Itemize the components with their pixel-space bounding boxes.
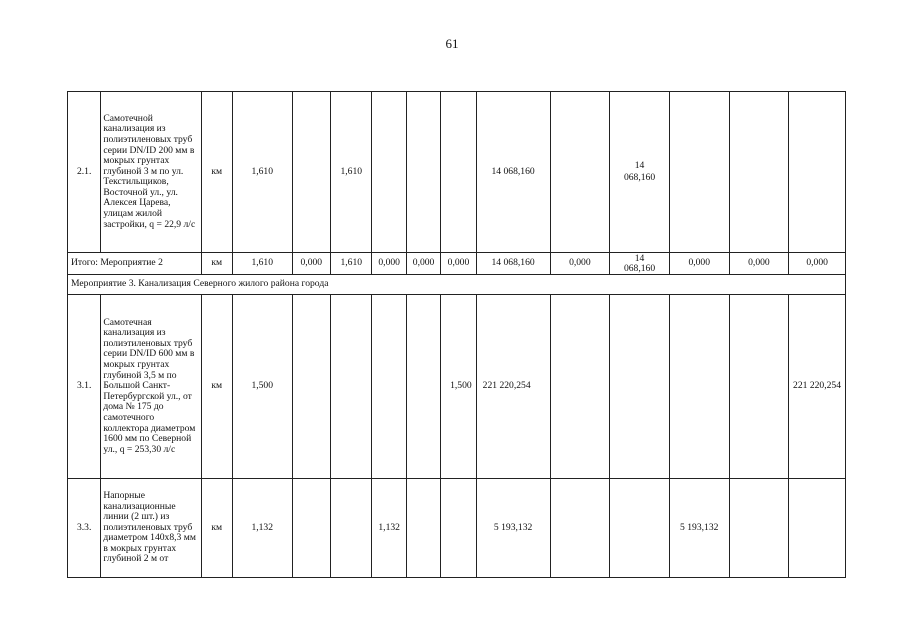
row-number: 3.1. bbox=[68, 295, 101, 479]
cell-empty bbox=[292, 295, 330, 479]
table-row-2-1 bbox=[68, 92, 846, 253]
table-row-3-3 bbox=[68, 479, 846, 578]
cell-length-year-3: 1,132 bbox=[372, 479, 406, 578]
cell-empty bbox=[550, 479, 610, 578]
row-description: Напорные канализационные линии (2 шт.) из полиэтиленовых труб диаметром 140х8,3 мм в мокрых грунтах глубиной 2 м от bbox=[101, 479, 201, 578]
cell-cost-total: 14 068,160 bbox=[476, 92, 550, 253]
row-unit: км bbox=[201, 92, 232, 253]
cell-length-year-5: 0,000 bbox=[441, 253, 476, 275]
row-unit: км bbox=[201, 253, 232, 275]
cell-empty bbox=[406, 92, 440, 253]
cell-cost-total: 5 193,132 bbox=[476, 479, 550, 578]
cell-cost-year-5: 221 220,254 bbox=[789, 295, 846, 479]
cell-empty bbox=[406, 479, 440, 578]
cell-empty bbox=[441, 479, 476, 578]
cell-cost-year-2: 14 068,160 bbox=[610, 92, 670, 253]
cell-cost-year-3: 0,000 bbox=[669, 253, 729, 275]
total-label: Итого: Мероприятие 2 bbox=[68, 253, 202, 275]
table-row-total-2 bbox=[68, 253, 846, 275]
cell-empty bbox=[550, 92, 610, 253]
cell-cost-year-4: 0,000 bbox=[729, 253, 789, 275]
row-description: Самотечная канализация из полиэтиленовых труб серии DN/ID 600 мм в мокрых грунтах глубиной 3,5 м по Большой Санкт-Петербургской ул., от дома № 175 до самотечного коллектора диаметром 1600 мм по Северной ул., q = 253,30 л/с bbox=[101, 295, 201, 479]
cell-empty bbox=[789, 479, 846, 578]
investment-table bbox=[67, 91, 846, 578]
cell-empty bbox=[669, 295, 729, 479]
row-unit: км bbox=[201, 295, 232, 479]
cell-empty bbox=[406, 295, 440, 479]
cell-length-total: 1,610 bbox=[232, 253, 292, 275]
cell-empty bbox=[729, 92, 789, 253]
cell-empty bbox=[372, 92, 406, 253]
cell-empty bbox=[441, 92, 476, 253]
cell-empty bbox=[669, 92, 729, 253]
cell-empty bbox=[292, 92, 330, 253]
cell-length-year-5: 1,500 bbox=[441, 295, 476, 479]
cell-empty bbox=[789, 92, 846, 253]
row-number: 3.3. bbox=[68, 479, 101, 578]
cell-empty bbox=[331, 295, 372, 479]
row-description: Самотечной канализация из полиэтиленовых труб серии DN/ID 200 мм в мокрых грунтах глубиной 3 м по ул. Текстильщиков, Восточной ул., ул. Алексея Царева, улицам жилой застройки, q = 22,9 л/с bbox=[101, 92, 201, 253]
row-number: 2.1. bbox=[68, 92, 101, 253]
cell-empty bbox=[729, 479, 789, 578]
cell-cost-year-1: 0,000 bbox=[550, 253, 610, 275]
cell-cost-total: 221 220,254 bbox=[476, 295, 550, 479]
table-row-3-1 bbox=[68, 295, 846, 479]
cell-cost-year-5: 0,000 bbox=[789, 253, 846, 275]
cell-empty bbox=[372, 295, 406, 479]
cell-empty bbox=[550, 295, 610, 479]
cell-length-year-3: 0,000 bbox=[372, 253, 406, 275]
section-title: Мероприятие 3. Канализация Северного жилого района города bbox=[68, 275, 846, 295]
cell-length-year-1: 0,000 bbox=[292, 253, 330, 275]
cell-length-year-2: 1,610 bbox=[331, 253, 372, 275]
cell-empty bbox=[610, 295, 670, 479]
cell-empty bbox=[610, 479, 670, 578]
row-unit: км bbox=[201, 479, 232, 578]
table-section-row bbox=[68, 275, 846, 295]
cell-empty bbox=[331, 479, 372, 578]
cell-empty bbox=[729, 295, 789, 479]
cell-cost-year-2: 14 068,160 bbox=[610, 253, 670, 275]
cell-length-total: 1,132 bbox=[232, 479, 292, 578]
cell-cost-year-3: 5 193,132 bbox=[669, 479, 729, 578]
page-number: 61 bbox=[445, 36, 459, 51]
cell-length-total: 1,500 bbox=[232, 295, 292, 479]
cell-empty bbox=[292, 479, 330, 578]
cell-length-total: 1,610 bbox=[232, 92, 292, 253]
cell-length-year-2: 1,610 bbox=[331, 92, 372, 253]
cell-cost-total: 14 068,160 bbox=[476, 253, 550, 275]
cell-length-year-4: 0,000 bbox=[406, 253, 440, 275]
